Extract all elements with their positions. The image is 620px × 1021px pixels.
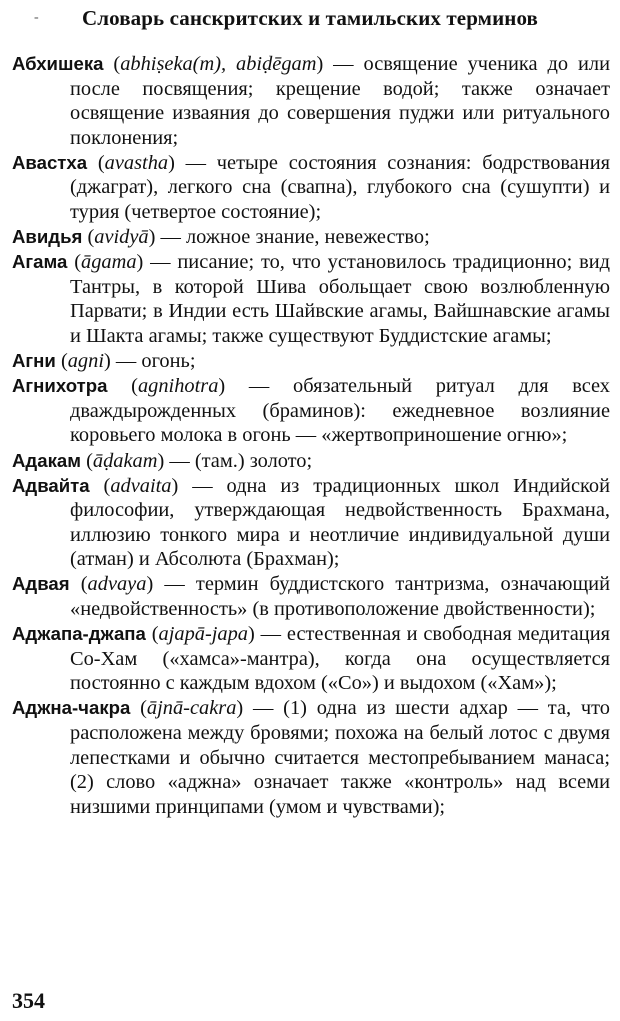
entry-open-paren: ( (145, 623, 159, 646)
entry-open-paren: ( (69, 573, 88, 596)
glossary-entry (12, 449, 610, 474)
entry-transliteration: avastha (104, 151, 169, 174)
entry-term: Адвайта (12, 474, 90, 496)
entry-term: Аджапа-джапа (12, 623, 146, 645)
entry-definition: ) — четыре состояния сознания: бодрствования (джаграт), легкого сна (свапна), глубокого сна (сушупти) и турия (четвертое состояние); (70, 151, 611, 224)
entry-transliteration: āḍakam (92, 449, 158, 472)
entry-term: Адакам (12, 449, 81, 471)
entry-open-paren: ( (107, 375, 138, 398)
glossary-entry (12, 225, 610, 250)
glossary-entry (12, 696, 610, 819)
entry-term: Авастха (12, 151, 88, 173)
entry-transliteration: ajapā-japa (158, 623, 249, 646)
entry-definition: ) — ложное знание, невежество; (148, 226, 430, 249)
glossary-entries (12, 52, 610, 820)
glossary-entry (12, 250, 610, 348)
entry-transliteration: agnihotra (137, 375, 219, 398)
entry-open-paren: ( (103, 53, 121, 75)
entry-transliteration: agni (67, 350, 104, 373)
entry-definition: ) — огонь; (104, 350, 196, 373)
entry-definition: ) — (1) одна из шести адхар — та, что расположена между бровями; похожа на белый лотос с двумя лепестками и обычно считается местопребыванием манаса; (2) слово «аджна» означает также «контроль» над всеми низшими принципами (умом и чувствами); (70, 697, 610, 818)
glossary-entry (12, 572, 610, 621)
entry-definition: ) — одна из традиционных школ Индийской философии, утверждающая недвойственность Брахмана, иллюзию тонкого мира и неотличие индивидуальной души (атман) и Абсолюта (Брахман); (70, 474, 610, 571)
page-number: 354 (12, 988, 45, 1013)
entry-definition: ) — (там.) золото; (157, 449, 313, 472)
glossary-entry (12, 52, 610, 150)
entry-term: Агама (12, 251, 68, 273)
entry-term: Агни (12, 350, 56, 372)
header-mark: - (34, 10, 39, 25)
entry-open-paren: ( (80, 449, 93, 472)
entry-open-paren: ( (55, 350, 68, 373)
entry-definition: ) — термин буддистского тантризма, означающий «недвойственность» (в противоположение двойственности); (70, 573, 610, 621)
entry-transliteration: advaita (110, 474, 172, 497)
glossary-entry (12, 349, 610, 374)
entry-open-paren: ( (67, 251, 82, 274)
entry-transliteration: avidyā (94, 226, 149, 249)
entry-term: Агнихотра (12, 375, 108, 397)
entry-term: Аджна-чакра (12, 697, 131, 719)
entry-transliteration: ājnā-cakra (146, 697, 237, 720)
entry-transliteration: advaya (87, 573, 147, 596)
entry-open-paren: ( (82, 226, 95, 249)
entry-term: Абхишека (12, 53, 104, 74)
entry-transliteration: abhiṣeka(m), abiḍēgam (120, 53, 317, 75)
entry-definition: ) — обязательный ритуал для всех дваждырожденных (браминов): ежедневное возлияние коровьего молока в огонь — «жертвоприношение огню»; (70, 375, 610, 447)
entry-term: Авидья (12, 226, 83, 248)
glossary-entry (12, 151, 610, 225)
page-header (0, 6, 620, 31)
entry-term: Адвая (12, 573, 70, 595)
entry-open-paren: ( (130, 697, 147, 720)
running-title: Словарь санскритских и тамильских терминов (81, 6, 539, 30)
glossary-entry (12, 474, 610, 572)
entry-definition: ) — писание; то, что установилось традиционно; вид Тантры, в которой Шива обольщает свою возлюбленную Парвати; в Индии есть Шайвские агамы, Вайшнавские агамы и Шакта агамы; также существуют Буддистские агамы; (70, 251, 611, 348)
glossary-entry (12, 374, 610, 448)
entry-definition: ) — естественная и свободная медитация Со-Хам («хамса»-мантра), когда она осуществляется постоянно с каждым вдохом («Со») и выдохом («Хам»); (70, 623, 611, 695)
entry-open-paren: ( (89, 474, 111, 497)
glossary-entry (12, 622, 610, 696)
entry-transliteration: āgama (81, 251, 137, 274)
entry-definition: ) — освящение ученика до или после посвящения; крещение водой; также означает освящение изваяния до совершения пуджи или ритуального поклонения; (70, 53, 610, 149)
entry-open-paren: ( (87, 151, 105, 174)
